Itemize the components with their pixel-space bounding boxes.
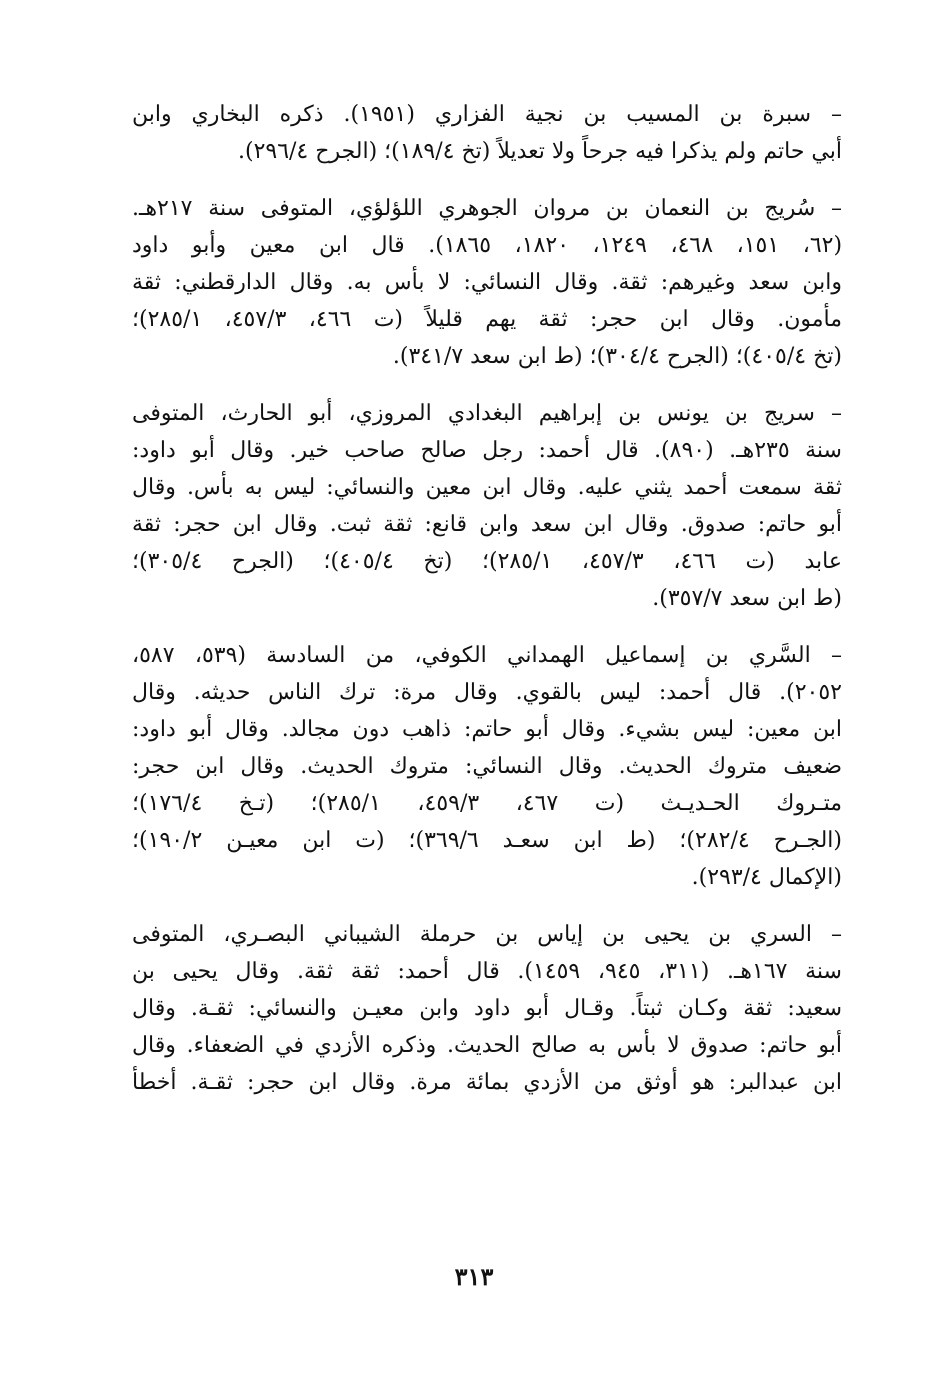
text-line: – سريج بن يونس بن إبراهيم البغدادي المروزي، أبو الحارث، المتوفى [132, 401, 842, 426]
text-line: وابن سعد وغيرهم: ثقة. وقال النسائي: لا بأس به. وقال الدارقطني: ثقة [132, 270, 842, 295]
text-line: (تخ ٤٠٥/٤)؛ (الجرح ٣٠٤/٤)؛ (ط ابن سعد ٣٤١/٧). [392, 344, 842, 369]
text-line: (ط ابن سعد ٣٥٧/٧). [652, 586, 842, 611]
text-line: – سُريج بن النعمان بن مروان الجوهري اللؤلؤي، المتوفى سنة ٢١٧هـ. [132, 196, 842, 221]
text-line: متـروك الحـديـث (ت ٤٦٧، ٤٥٩/٣، ٢٨٥/١)؛ (تـخ ١٧٦/٤)؛ [132, 791, 842, 816]
biographical-entries [132, 96, 842, 1121]
text-line: أبو حاتم: صدوق. وقال ابن سعد وابن قانع: ثقة ثبت. وقال ابن حجر: ثقة [132, 512, 842, 537]
text-line: أبي حاتم ولم يذكرا فيه جرحاً ولا تعديلاً (تخ ١٨٩/٤)؛ (الجرح ٢٩٦/٤). [237, 139, 842, 164]
text-line: – السري بن يحيى بن إياس بن حرملة الشيباني البصـري، المتوفى [132, 922, 842, 947]
text-line: سعيد: ثقة وكـان ثبتاً. وقـال أبو داود وابن معيـن والنسائي: ثقـة. وقال [132, 996, 842, 1021]
entry-surayj-ibn-al-numan [132, 190, 842, 375]
text-line: (الإكمال ٢٩٣/٤). [691, 865, 842, 890]
page-number: ٣١٣ [454, 1262, 494, 1291]
text-line: ضعيف متروك الحديث. وقال النسائي: متروك الحديث. وقال ابن حجر: [132, 754, 842, 779]
text-line: – السَّري بن إسماعيل الهمداني الكوفي، من السادسة (٥٣٩، ٥٨٧، [132, 643, 842, 668]
text-line: سنة ١٦٧هـ. (٣١١، ٩٤٥، ١٤٥٩). قال أحمد: ثقة ثقة. وقال يحيى بن [132, 959, 842, 984]
entry-al-sari-ibn-yahya [132, 916, 842, 1101]
entry-sabra-ibn-al-musayyib [132, 96, 842, 170]
text-line: ابن معين: ليس بشيء. وقال أبو حاتم: ذاهب دون مجالد. وقال أبو داود: [132, 717, 842, 742]
text-line: – سبرة بن المسيب بن نجية الفزاري (١٩٥١). ذكره البخاري وابن [132, 102, 842, 127]
text-line: سنة ٢٣٥هـ. (٨٩٠). قال أحمد: رجل صالح صاحب خير. وقال أبو داود: [132, 438, 842, 463]
text-line: ابن عبدالبر: هو أوثق من الأزدي بمائة مرة. وقال ابن حجر: ثقـة. أخطأ [132, 1070, 842, 1095]
text-line: مأمون. وقال ابن حجر: ثقة يهم قليلاً (ت ٤٦٦، ٤٥٧/٣، ٢٨٥/١)؛ [132, 307, 842, 332]
entry-surayj-ibn-yunus [132, 395, 842, 617]
entry-al-sari-ibn-ismail [132, 637, 842, 896]
text-line: (الجـرح ٢٨٢/٤)؛ (ط ابن سعـد ٣٦٩/٦)؛ (ت ابن معيـن ١٩٠/٢)؛ [132, 828, 842, 853]
text-line: أبو حاتم: صدوق لا بأس به صالح الحديث. وذكره الأزدي في الضعفاء. وقال [132, 1033, 842, 1058]
text-line: ثقة سمعت أحمد يثني عليه. وقال ابن معين والنسائي: ليس به بأس. وقال [132, 475, 842, 500]
text-line: ٢٠٥٢). قال أحمد: ليس بالقوي. وقال مرة: ترك الناس حديثه. وقال [132, 680, 842, 705]
text-line: عابد (ت ٤٦٦، ٤٥٧/٣، ٢٨٥/١)؛ (تخ ٤٠٥/٤)؛ (الجرح ٣٠٥/٤)؛ [132, 549, 842, 574]
text-line: (٦٢، ١٥١، ٤٦٨، ١٢٤٩، ١٨٢٠، ١٨٦٥). قال ابن معين وأبو داود [132, 233, 842, 258]
